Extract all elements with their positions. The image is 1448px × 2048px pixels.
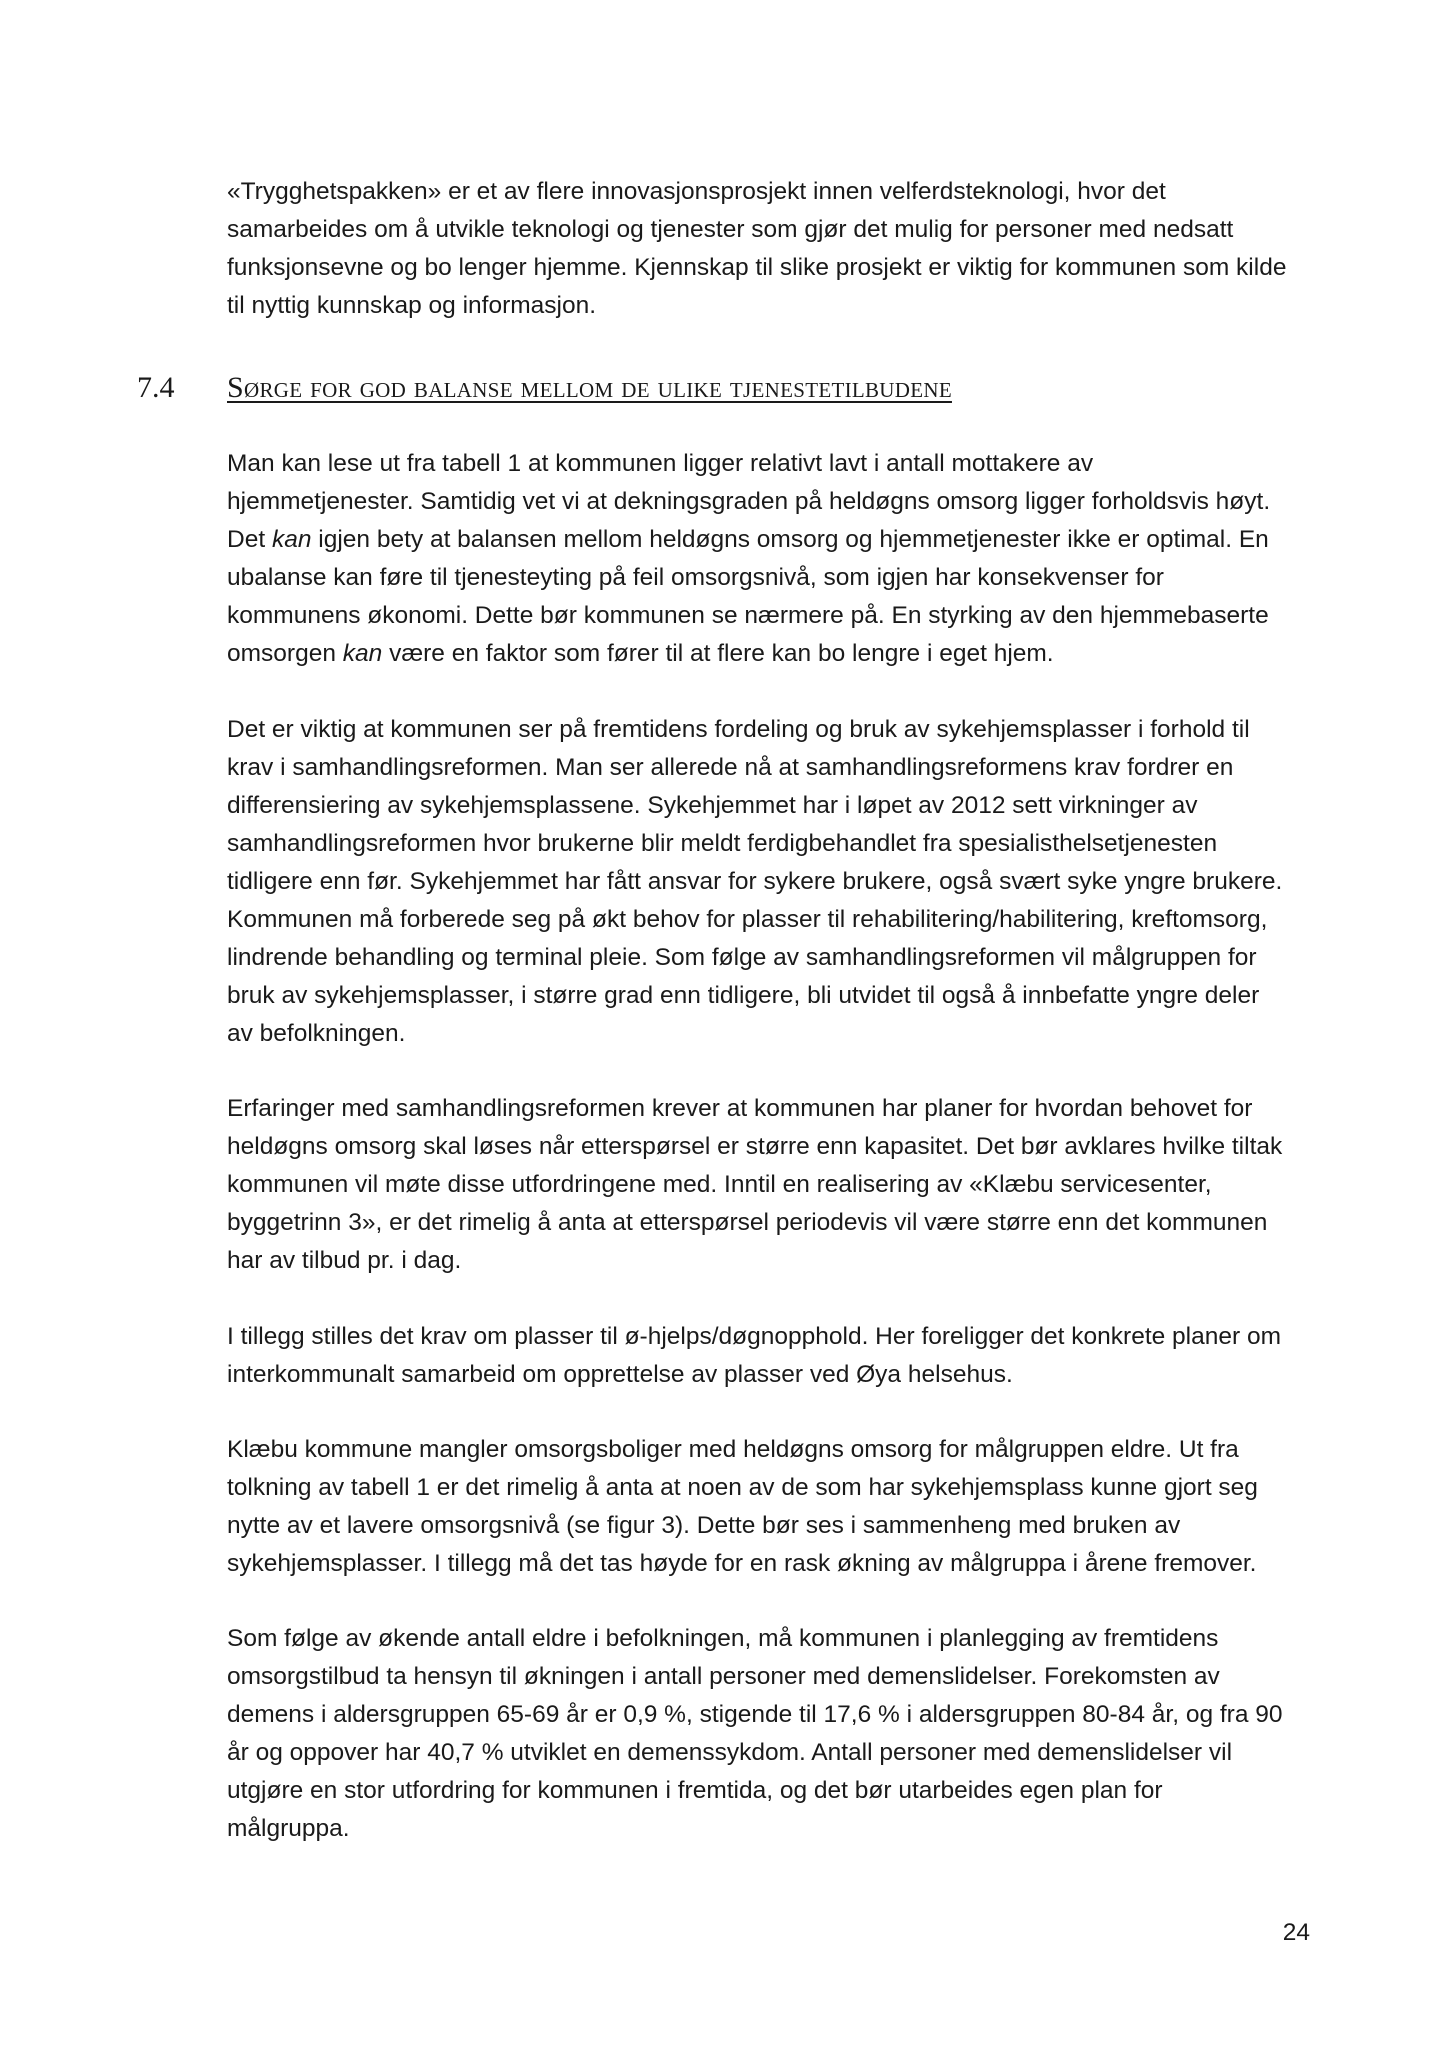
text-line: av befolkningen. <box>227 1020 406 1047</box>
emphasis-text: kan <box>271 526 312 553</box>
text-line: omsorgstilbud ta hensyn til økningen i antall personer med demenslidelser. Forekomsten av <box>227 1663 1220 1690</box>
text-line: Det er viktig at kommunen ser på fremtidens fordeling og bruk av sykehjemsplasser i forhold til <box>227 716 1250 743</box>
paragraph-trygghetspakken <box>227 173 1312 325</box>
paragraph-demens <box>227 1620 1312 1848</box>
text-line: sykehjemsplasser. I tillegg må det tas høyde for en rask økning av målgruppa i årene fremover. <box>227 1550 1257 1577</box>
paragraph-tabell-1 <box>227 445 1312 673</box>
section-number: 7.4 <box>137 371 175 404</box>
text-line <box>227 521 1312 559</box>
paragraph-sykehjemsplasser <box>227 711 1312 1053</box>
text-line: Klæbu kommune mangler omsorgsboliger med heldøgns omsorg for målgruppen eldre. Ut fra <box>227 1436 1239 1463</box>
text-segment: igjen bety at balansen mellom heldøgns omsorg og hjemmetjenester ikke er optimal. En <box>311 526 1269 553</box>
text-line: differensiering av sykehjemsplassene. Sykehjemmet har i løpet av 2012 sett virkninger av <box>227 792 1198 819</box>
text-line: til nyttig kunnskap og informasjon. <box>227 292 597 319</box>
text-line: nytte av et lavere omsorgsnivå (se figur 3). Dette bør ses i sammenheng med bruken av <box>227 1512 1181 1539</box>
text-line: funksjonsevne og bo lenger hjemme. Kjennskap til slike prosjekt er viktig for kommunen som kilde <box>227 254 1287 281</box>
text-line: lindrende behandling og terminal pleie. Som følge av samhandlingsreformen vil målgruppen for <box>227 944 1257 971</box>
text-line: Man kan lese ut fra tabell 1 at kommunen ligger relativt lavt i antall mottakere av <box>227 450 1094 477</box>
text-line: heldøgns omsorg skal løses når etterspørsel er større enn kapasitet. Det bør avklares hvilke tiltak <box>227 1133 1283 1160</box>
text-line: Som følge av økende antall eldre i befolkningen, må kommunen i planlegging av fremtidens <box>227 1625 1219 1652</box>
text-line: kommunen vil møte disse utfordringene med. Inntil en realisering av «Klæbu servicesenter, <box>227 1171 1212 1198</box>
text-line: har av tilbud pr. i dag. <box>227 1247 462 1274</box>
text-line: samarbeides om å utvikle teknologi og tjenester som gjør det mulig for personer med nedsatt <box>227 216 1234 243</box>
text-line: byggetrinn 3», er det rimelig å anta at etterspørsel periodevis vil være større enn det kommunen <box>227 1209 1268 1236</box>
text-line: ubalanse kan føre til tjenesteyting på feil omsorgsnivå, som igjen har konsekvenser for <box>227 564 1164 591</box>
text-line: målgruppa. <box>227 1815 350 1842</box>
emphasis-text: kan <box>342 640 383 667</box>
page-number: 24 <box>1282 1919 1310 1946</box>
text-line: demens i aldersgruppen 65-69 år er 0,9 %, stigende til 17,6 % i aldersgruppen 80-84 år, og fra 90 <box>227 1701 1283 1728</box>
text-line: kommunens økonomi. Dette bør kommunen se nærmere på. En styrking av den hjemmebaserte <box>227 602 1269 629</box>
text-line: krav i samhandlingsreformen. Man ser allerede nå at samhandlingsreformens krav fordrer en <box>227 754 1234 781</box>
text-line <box>227 635 1312 673</box>
text-line: Kommunen må forberede seg på økt behov for plasser til rehabilitering/habilitering, kreftomsorg, <box>227 906 1268 933</box>
paragraph-omsorgsboliger <box>227 1431 1312 1583</box>
text-line: hjemmetjenester. Samtidig vet vi at dekningsgraden på heldøgns omsorg ligger forholdsvis høyt. <box>227 488 1271 515</box>
text-segment: Det <box>227 526 272 553</box>
paragraph-erfaringer <box>227 1090 1312 1280</box>
section-title: Sørge for god balanse mellom de ulike tjenestetilbudene <box>227 371 952 404</box>
text-line: tolkning av tabell 1 er det rimelig å anta at noen av de som har sykehjemsplass kunne gjort seg <box>227 1474 1258 1501</box>
text-line: Erfaringer med samhandlingsreformen krever at kommunen har planer for hvordan behovet for <box>227 1095 1253 1122</box>
text-line: interkommunalt samarbeid om opprettelse av plasser ved Øya helsehus. <box>227 1361 1013 1388</box>
paragraph-o-hjelp <box>227 1318 1312 1394</box>
text-line: samhandlingsreformen hvor brukerne blir meldt ferdigbehandlet fra spesialisthelsetjenesten <box>227 830 1218 857</box>
text-line: «Trygghetspakken» er et av flere innovasjonsprosjekt innen velferdsteknologi, hvor det <box>227 178 1166 205</box>
text-line: tidligere enn før. Sykehjemmet har fått ansvar for sykere brukere, også svært syke yngre brukere. <box>227 868 1283 895</box>
text-line: I tillegg stilles det krav om plasser til ø-hjelps/døgnopphold. Her foreligger det konkrete planer om <box>227 1323 1282 1350</box>
text-line: år og oppover har 40,7 % utviklet en demenssykdom. Antall personer med demenslidelser vil <box>227 1739 1233 1766</box>
text-line: utgjøre en stor utfordring for kommunen i fremtida, og det bør utarbeides egen plan for <box>227 1777 1163 1804</box>
section-heading <box>137 368 1312 408</box>
text-segment: være en faktor som fører til at flere kan bo lengre i eget hjem. <box>382 640 1054 667</box>
text-segment: omsorgen <box>227 640 343 667</box>
text-line: bruk av sykehjemsplasser, i større grad enn tidligere, bli utvidet til også å innbefatte yngre deler <box>227 982 1260 1009</box>
